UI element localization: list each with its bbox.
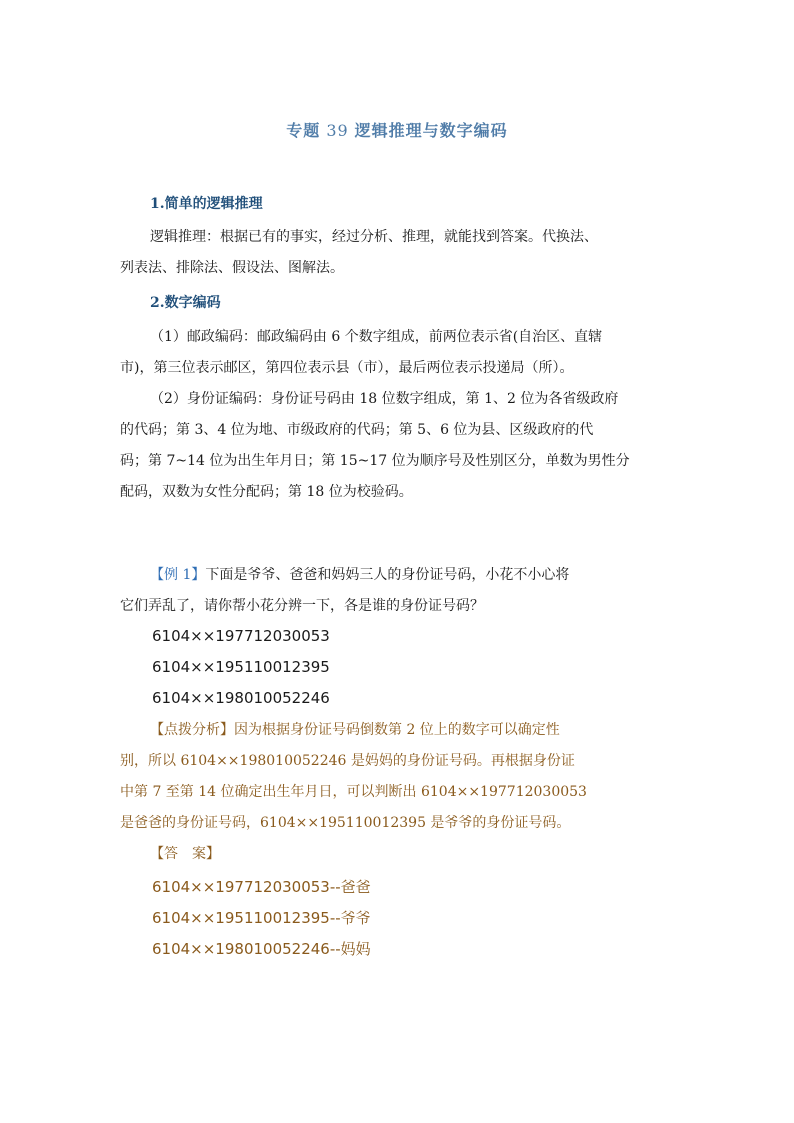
analysis-line-3: 中第 7 至第 14 位确定出生年月日，可以判断出 6104××197712030053 bbox=[120, 784, 587, 800]
postal-line-1: （1）邮政编码：邮政编码由 6 个数字组成，前两位表示省(自治区、直辖 bbox=[150, 329, 603, 345]
idcard-line-3: 码；第 7~14 位为出生年月日；第 15~17 位为顺序号及性别区分，单数为男性分 bbox=[120, 453, 630, 469]
postal-line-2: 市)，第三位表示邮区，第四位表示县（市），最后两位表示投递局（所）。 bbox=[120, 360, 574, 376]
answer-item-1: 6104××197712030053--爸爸 bbox=[152, 878, 371, 896]
section-heading-coding: 2.数字编码 bbox=[150, 295, 221, 311]
analysis-line-2: 别，所以 6104××198010052246 是妈妈的身份证号码。再根据身份证 bbox=[120, 753, 575, 769]
id-code-3: 6104××198010052246 bbox=[152, 689, 330, 707]
page-title bbox=[0, 118, 794, 141]
analysis-text-1: 因为根据身份证号码倒数第 2 位上的数字可以确定性 bbox=[234, 722, 560, 738]
title-prefix: 专题 bbox=[286, 121, 321, 140]
answer-item-2: 6104××195110012395--爷爷 bbox=[152, 909, 371, 927]
section-heading-logic: 1.简单的逻辑推理 bbox=[150, 196, 263, 212]
logic-text-line-2: 列表法、排除法、假设法、图解法。 bbox=[120, 260, 344, 276]
id-code-1: 6104××197712030053 bbox=[152, 627, 330, 645]
example-tag: 【例 1】 bbox=[150, 567, 206, 583]
idcard-line-1: （2）身份证编码：身份证号码由 18 位数字组成，第 1、2 位为各省级政府 bbox=[150, 391, 619, 407]
idcard-line-4: 配码，双数为女性分配码；第 18 位为校验码。 bbox=[120, 484, 413, 500]
example-line-2: 它们弄乱了，请你帮小花分辨一下，各是谁的身份证号码？ bbox=[120, 598, 484, 614]
analysis-tag: 【点拨分析】 bbox=[150, 722, 234, 738]
answer-item-3: 6104××198010052246--妈妈 bbox=[152, 940, 371, 958]
logic-text-line-1: 逻辑推理：根据已有的事实，经过分析、推理，就能找到答案。代换法、 bbox=[150, 229, 598, 245]
example-line-1 bbox=[150, 560, 710, 591]
title-number: 39 bbox=[326, 121, 349, 140]
title-name: 逻辑推理与数字编码 bbox=[354, 121, 508, 140]
idcard-line-2: 的代码；第 3、4 位为地、市级政府的代码；第 5、6 位为县、区级政府的代 bbox=[120, 422, 594, 438]
analysis-line-1 bbox=[150, 715, 710, 746]
example-text-1: 下面是爷爷、爸爸和妈妈三人的身份证号码，小花不小心将 bbox=[205, 567, 570, 583]
id-code-2: 6104××195110012395 bbox=[152, 658, 330, 676]
analysis-line-4: 是爸爸的身份证号码，6104××195110012395 是爷爷的身份证号码。 bbox=[120, 815, 571, 831]
answer-tag: 【答 案】 bbox=[150, 846, 220, 862]
